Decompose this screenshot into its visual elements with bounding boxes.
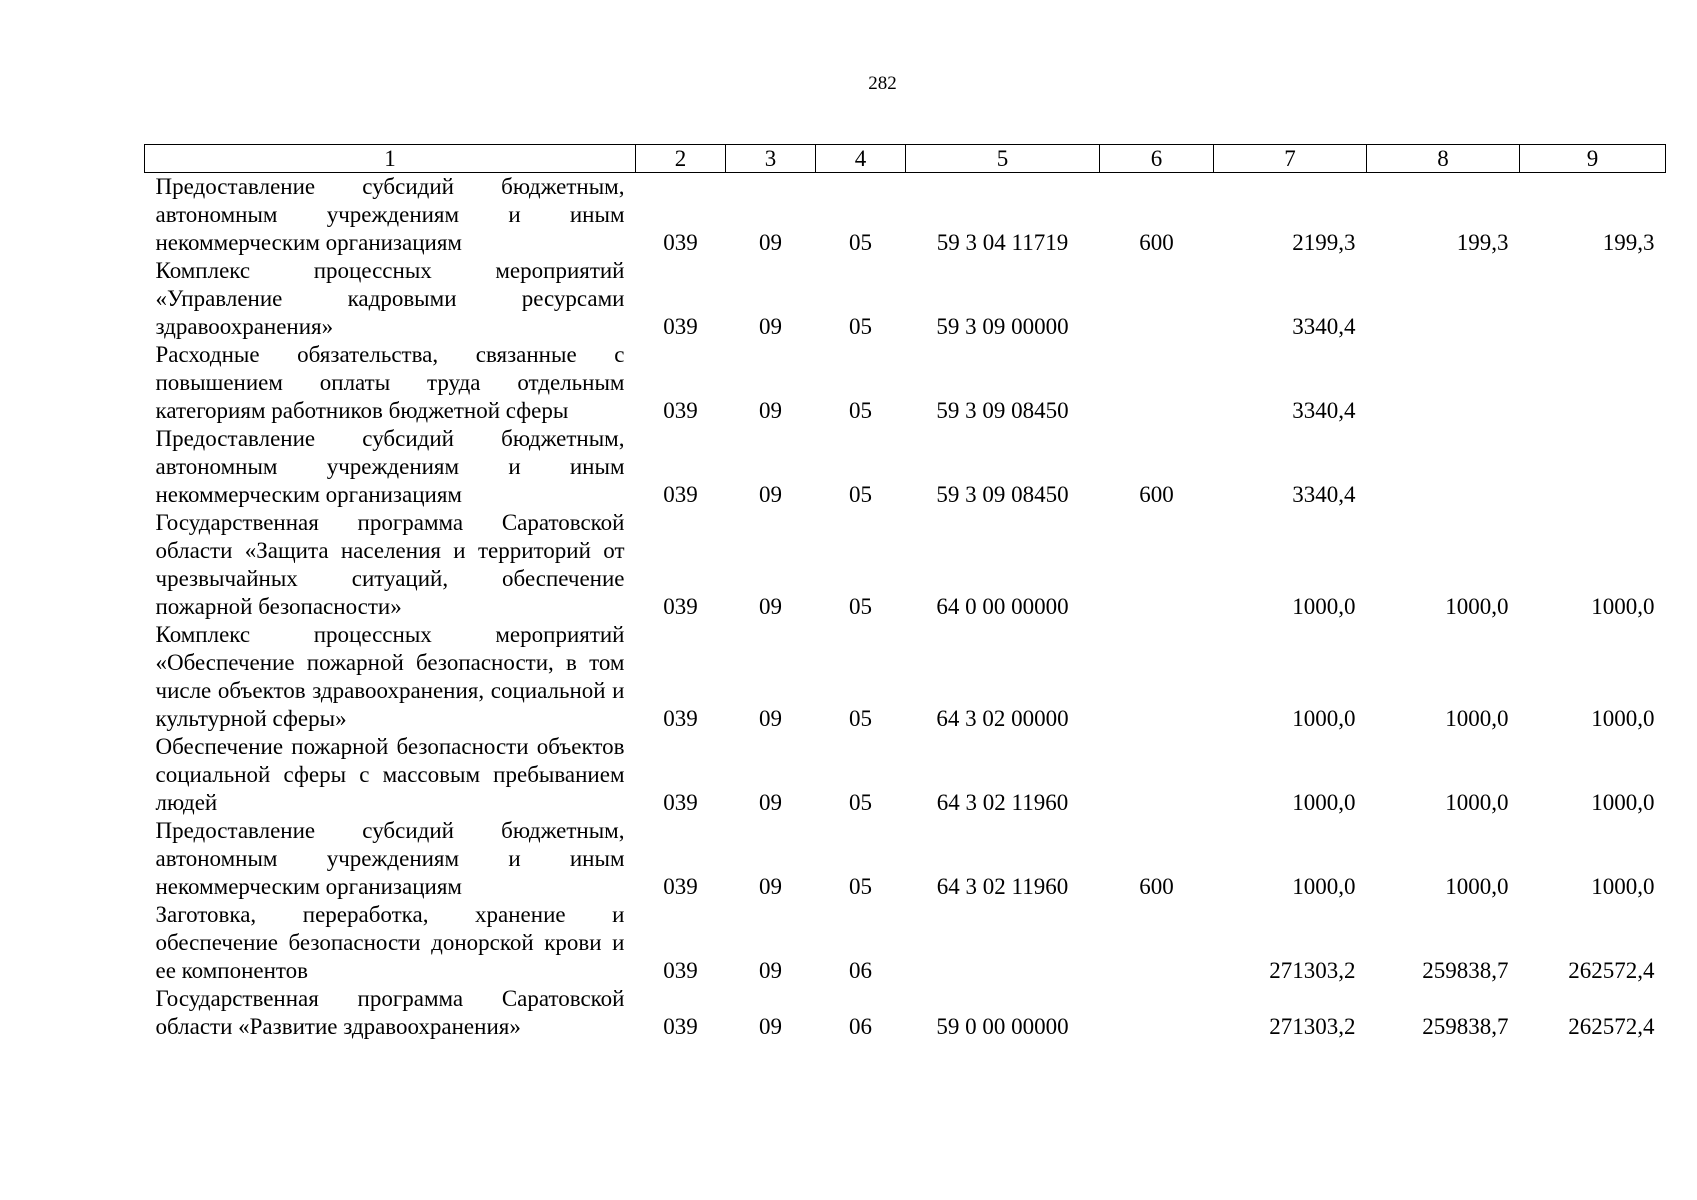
amount-year-1: 2199,3	[1292, 230, 1356, 255]
amount-year-2: 1000,0	[1445, 874, 1509, 899]
row-description: Заготовка, переработка, хранение и обеспечение безопасности донорской крови и ее компонентов	[155, 902, 625, 983]
row-description: Комплекс процессных мероприятий «Управление кадровыми ресурсами здравоохранения»	[155, 258, 625, 339]
expense-type-code	[1100, 341, 1214, 425]
amount-year-2: 259838,7	[1422, 1014, 1509, 1039]
expense-type-code: 600	[1139, 230, 1174, 255]
budget-table	[144, 144, 1666, 1041]
row-description: Предоставление субсидий бюджетным, автономным учреждениям и иным некоммерческим организациям	[155, 174, 625, 255]
amount-year-3: 262572,4	[1568, 958, 1655, 983]
table-row	[145, 257, 1666, 341]
table-row	[145, 341, 1666, 425]
column-header: 1	[145, 145, 636, 173]
ministry-code: 039	[663, 874, 698, 899]
section-code: 09	[759, 230, 782, 255]
amount-year-1: 1000,0	[1292, 594, 1356, 619]
expense-type-code	[1100, 509, 1214, 621]
subsection-code: 05	[849, 874, 872, 899]
amount-year-1: 271303,2	[1269, 1014, 1356, 1039]
table-body	[145, 173, 1666, 1042]
amount-year-2: 1000,0	[1445, 594, 1509, 619]
expense-type-code: 600	[1139, 482, 1174, 507]
ministry-code: 039	[663, 594, 698, 619]
amount-year-3: 1000,0	[1591, 594, 1655, 619]
amount-year-1: 3340,4	[1292, 398, 1356, 423]
section-code: 09	[759, 314, 782, 339]
section-code: 09	[759, 398, 782, 423]
amount-year-1: 1000,0	[1292, 706, 1356, 731]
target-article-code: 64 3 02 00000	[936, 706, 1069, 731]
expense-type-code	[1100, 621, 1214, 733]
ministry-code: 039	[663, 706, 698, 731]
section-code: 09	[759, 790, 782, 815]
subsection-code: 05	[849, 706, 872, 731]
table-row	[145, 817, 1666, 901]
section-code: 09	[759, 594, 782, 619]
subsection-code: 06	[849, 958, 872, 983]
amount-year-3: 1000,0	[1591, 706, 1655, 731]
table-header-row	[145, 145, 1666, 173]
subsection-code: 05	[849, 314, 872, 339]
ministry-code: 039	[663, 398, 698, 423]
target-article-code: 64 3 02 11960	[936, 874, 1069, 899]
target-article-code: 59 3 09 08450	[936, 482, 1069, 507]
page-number: 282	[868, 73, 897, 94]
subsection-code: 05	[849, 790, 872, 815]
amount-year-3	[1520, 257, 1666, 341]
section-code: 09	[759, 958, 782, 983]
amount-year-3: 1000,0	[1591, 790, 1655, 815]
amount-year-1: 3340,4	[1292, 314, 1356, 339]
subsection-code: 05	[849, 230, 872, 255]
row-description: Предоставление субсидий бюджетным, автономным учреждениям и иным некоммерческим организациям	[155, 818, 625, 899]
section-code: 09	[759, 706, 782, 731]
table-row	[145, 173, 1666, 258]
amount-year-2	[1367, 425, 1520, 509]
ministry-code: 039	[663, 1014, 698, 1039]
ministry-code: 039	[663, 230, 698, 255]
amount-year-2: 199,3	[1456, 230, 1509, 255]
target-article-code: 59 3 09 00000	[936, 314, 1069, 339]
column-header: 3	[726, 145, 816, 173]
amount-year-1: 1000,0	[1292, 874, 1356, 899]
column-header: 7	[1214, 145, 1367, 173]
column-header: 9	[1520, 145, 1666, 173]
expense-type-code	[1100, 985, 1214, 1041]
amount-year-2	[1367, 341, 1520, 425]
table-row	[145, 509, 1666, 621]
subsection-code: 05	[849, 594, 872, 619]
column-header: 4	[816, 145, 906, 173]
expense-type-code	[1100, 257, 1214, 341]
target-article-code: 59 0 00 00000	[936, 1014, 1069, 1039]
amount-year-3: 199,3	[1602, 230, 1655, 255]
row-description: Расходные обязательства, связанные с повышением оплаты труда отдельным категориям работников бюджетной сферы	[155, 342, 625, 423]
amount-year-2: 1000,0	[1445, 706, 1509, 731]
amount-year-2	[1367, 257, 1520, 341]
amount-year-3	[1520, 425, 1666, 509]
table-row	[145, 985, 1666, 1041]
subsection-code: 06	[849, 1014, 872, 1039]
section-code: 09	[759, 1014, 782, 1039]
column-header: 5	[906, 145, 1100, 173]
amount-year-3: 262572,4	[1568, 1014, 1655, 1039]
target-article-code: 64 3 02 11960	[936, 790, 1069, 815]
ministry-code: 039	[663, 790, 698, 815]
target-article-code: 59 3 09 08450	[936, 398, 1069, 423]
amount-year-1: 3340,4	[1292, 482, 1356, 507]
ministry-code: 039	[663, 314, 698, 339]
row-description: Государственная программа Саратовской области «Развитие здравоохранения»	[155, 986, 625, 1039]
expense-type-code	[1100, 733, 1214, 817]
amount-year-2: 259838,7	[1422, 958, 1509, 983]
amount-year-3	[1520, 341, 1666, 425]
target-article-code: 59 3 04 11719	[936, 230, 1069, 255]
table-row	[145, 901, 1666, 985]
amount-year-3: 1000,0	[1591, 874, 1655, 899]
amount-year-2: 1000,0	[1445, 790, 1509, 815]
row-description: Комплекс процессных мероприятий «Обеспечение пожарной безопасности, в том числе объектов здравоохранения, социальной и культурной сферы»	[155, 622, 625, 731]
row-description: Предоставление субсидий бюджетным, автономным учреждениям и иным некоммерческим организациям	[155, 426, 625, 507]
table-row	[145, 621, 1666, 733]
row-description: Государственная программа Саратовской области «Защита населения и территорий от чрезвычайных ситуаций, обеспечение пожарной безопасности»	[155, 510, 625, 619]
amount-year-1: 1000,0	[1292, 790, 1356, 815]
subsection-code: 05	[849, 482, 872, 507]
column-header: 8	[1367, 145, 1520, 173]
table-row	[145, 733, 1666, 817]
subsection-code: 05	[849, 398, 872, 423]
column-header: 2	[636, 145, 726, 173]
expense-type-code: 600	[1139, 874, 1174, 899]
table-row	[145, 425, 1666, 509]
column-header: 6	[1100, 145, 1214, 173]
target-article-code	[906, 901, 1100, 985]
section-code: 09	[759, 874, 782, 899]
section-code: 09	[759, 482, 782, 507]
row-description: Обеспечение пожарной безопасности объектов социальной сферы с массовым пребыванием людей	[155, 734, 625, 815]
ministry-code: 039	[663, 958, 698, 983]
amount-year-1: 271303,2	[1269, 958, 1356, 983]
expense-type-code	[1100, 901, 1214, 985]
ministry-code: 039	[663, 482, 698, 507]
target-article-code: 64 0 00 00000	[936, 594, 1069, 619]
